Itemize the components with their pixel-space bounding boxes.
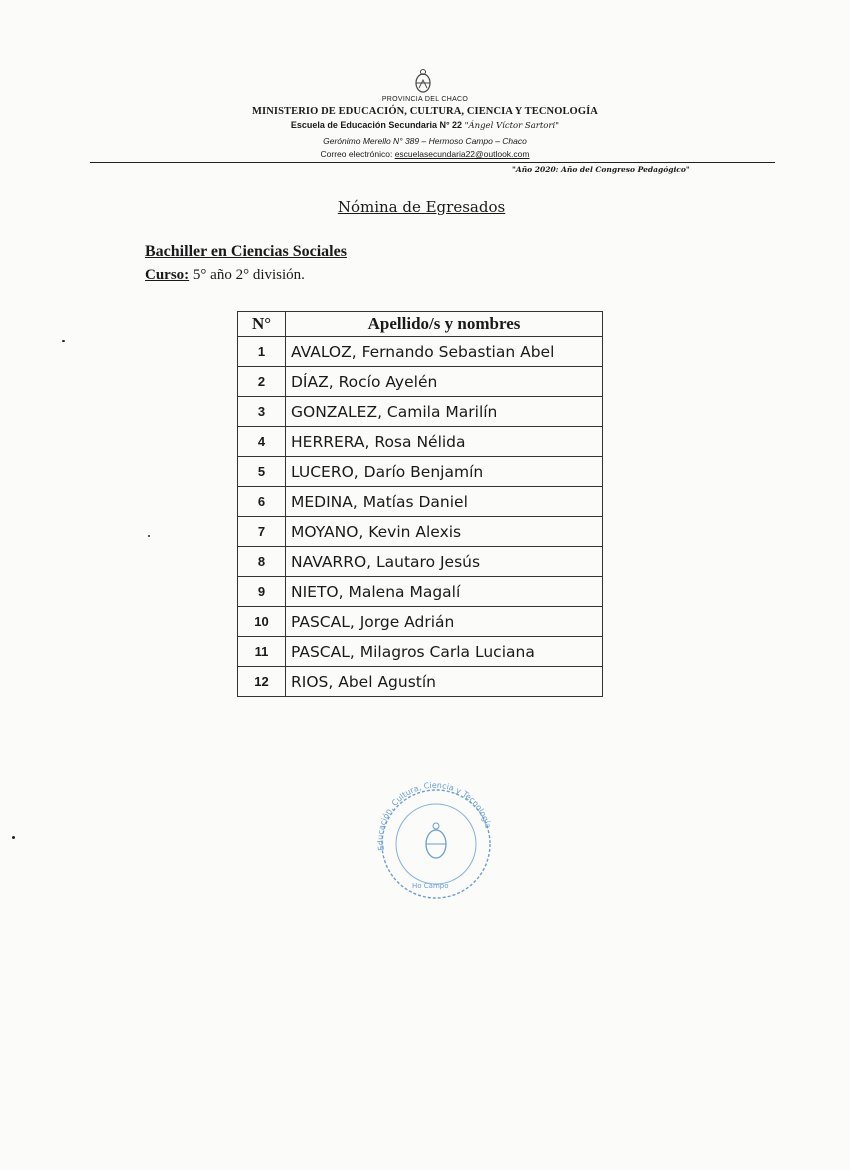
header-number: N°	[238, 312, 286, 337]
table-row	[238, 337, 603, 367]
row-name: MEDINA, Matías Daniel	[286, 487, 603, 517]
row-name: HERRERA, Rosa Nélida	[286, 427, 603, 457]
course-label: Curso:	[145, 267, 190, 283]
table-header-row	[238, 312, 603, 337]
table-row	[238, 517, 603, 547]
row-number: 4	[238, 427, 286, 457]
row-number: 8	[238, 547, 286, 577]
table-row	[238, 397, 603, 427]
row-name: PASCAL, Milagros Carla Luciana	[286, 637, 603, 667]
table-row	[238, 367, 603, 397]
svg-text:Educación, Cultura, Ciencia y: Educación, Cultura, Ciencia y Tecnología	[375, 780, 493, 852]
svg-text:Ho Campo: Ho Campo	[412, 882, 449, 890]
row-name: DÍAZ, Rocío Ayelén	[286, 367, 603, 397]
course-value: 5° año 2° división.	[192, 267, 305, 283]
row-name: MOYANO, Kevin Alexis	[286, 517, 603, 547]
graduates-table	[237, 311, 603, 697]
row-number: 1	[238, 337, 286, 367]
coat-of-arms-icon	[412, 68, 434, 96]
letterhead-school	[0, 120, 850, 131]
table-row	[238, 547, 603, 577]
table-row	[238, 607, 603, 637]
page-title-text: Nómina de Egresados	[337, 198, 506, 216]
section-heading: Bachiller en Ciencias Sociales	[145, 243, 347, 260]
table-row	[238, 577, 603, 607]
email-link[interactable]: escuelasecundaria22@outlook.com	[394, 149, 530, 159]
row-number: 12	[238, 667, 286, 697]
page-title	[0, 198, 843, 216]
letterhead-province: PROVINCIA DEL CHACO	[381, 96, 469, 103]
school-number: Escuela de Educación Secundaria N° 22	[290, 120, 463, 130]
row-number: 9	[238, 577, 286, 607]
email-label: Correo electrónico:	[320, 149, 393, 159]
table-row	[238, 487, 603, 517]
row-name: NIETO, Malena Magalí	[286, 577, 603, 607]
year-motto: "Año 2020: Año del Congreso Pedagógico"	[512, 165, 690, 174]
row-number: 6	[238, 487, 286, 517]
table-row	[238, 457, 603, 487]
table-row	[238, 637, 603, 667]
school-name: "Ángel Víctor Sartori"	[464, 121, 560, 131]
course-line	[145, 267, 305, 284]
row-name: AVALOZ, Fernando Sebastian Abel	[286, 337, 603, 367]
scan-speck	[62, 340, 65, 342]
letterhead-divider	[90, 162, 775, 163]
letterhead-ministry: MINISTERIO DE EDUCACIÓN, CULTURA, CIENCIA Y TECNOLOGÍA	[252, 106, 598, 117]
table-row	[238, 427, 603, 457]
row-number: 11	[238, 637, 286, 667]
row-name: NAVARRO, Lautaro Jesús	[286, 547, 603, 577]
row-name: GONZALEZ, Camila Marilín	[286, 397, 603, 427]
row-name: RIOS, Abel Agustín	[286, 667, 603, 697]
header-name: Apellido/s y nombres	[286, 312, 603, 337]
row-number: 10	[238, 607, 286, 637]
scan-speck	[148, 535, 150, 537]
row-number: 7	[238, 517, 286, 547]
letterhead-email	[0, 149, 850, 159]
row-number: 3	[238, 397, 286, 427]
row-number: 2	[238, 367, 286, 397]
letterhead-address: Gerónimo Merello N° 389 – Hermoso Campo – Chaco	[323, 136, 527, 146]
table-row	[238, 667, 603, 697]
row-number: 5	[238, 457, 286, 487]
row-name: PASCAL, Jorge Adrián	[286, 607, 603, 637]
school-seal-stamp	[364, 770, 504, 900]
scan-speck	[12, 836, 15, 839]
row-name: LUCERO, Darío Benjamín	[286, 457, 603, 487]
